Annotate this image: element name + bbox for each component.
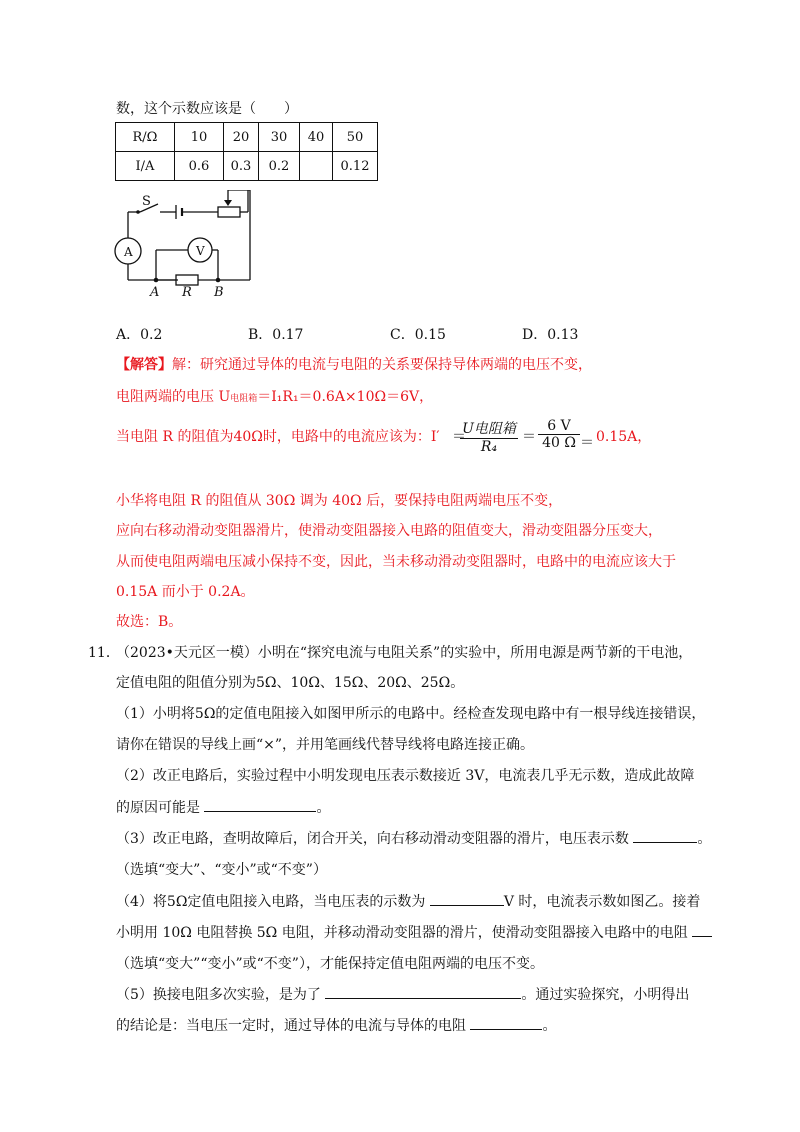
ammeter-label: A xyxy=(124,245,133,259)
answer-line xyxy=(116,386,433,406)
question-text: 请你在错误的导线上画“×”，并用笔画线代替导线将电路连接正确。 xyxy=(116,737,535,753)
table-cell: 50 xyxy=(333,123,378,152)
question-text: （2023•天元区一模）小明在“探究电流与电阻关系”的实验中，所用电源是两节新的干电池， xyxy=(116,645,693,661)
table-cell: 0.12 xyxy=(333,152,378,181)
question-number: 11． xyxy=(88,645,120,661)
option-a: A．0.2 xyxy=(116,327,163,343)
table-cell: 30 xyxy=(259,123,300,152)
question-text: 。通过实验探究，小明得出 xyxy=(521,987,690,1003)
question-text: V 时，电流表示数如图乙。接着 xyxy=(503,894,701,910)
question-line xyxy=(116,891,700,911)
point-b-label: B xyxy=(214,285,224,300)
fraction-numerator: U电阻箱 xyxy=(462,421,516,437)
table-row xyxy=(116,123,378,152)
table-row xyxy=(116,152,378,181)
answer-blank[interactable] xyxy=(633,828,697,843)
question-text: （3）改正电路，查明故障后，闭合开关，向右移动滑动变阻器的滑片，电压表示数 xyxy=(116,831,629,847)
answer-blank[interactable] xyxy=(204,797,316,812)
question-text: 。 xyxy=(316,800,331,816)
answer-line: 故选：B。 xyxy=(116,614,183,630)
table-cell: R/Ω xyxy=(116,123,175,152)
answer-line: 小华将电阻 R 的阻值从 30Ω 调为 40Ω 后，要保持电阻两端电压不变， xyxy=(116,493,563,509)
fraction-denominator: R₄ xyxy=(460,438,518,455)
answer-blank[interactable] xyxy=(430,891,504,906)
question-text: （选填“变大”、“变小”或“不变”） xyxy=(116,862,327,878)
question-text: 数，这个示数应该是（ ） xyxy=(116,101,298,117)
question-text: 。 xyxy=(697,831,712,847)
question-line xyxy=(116,922,712,942)
table-cell: 40 xyxy=(300,123,333,152)
answer-line: 应向右移动滑动变阻器滑片，使滑动变阻器接入电路的阻值变大，滑动变阻器分压变大， xyxy=(116,523,662,539)
answer-line: 当电阻 R 的阻值为40Ω时，电路中的电流应该为：I′ xyxy=(116,429,440,445)
point-a-label: A xyxy=(150,285,160,300)
question-line xyxy=(116,984,689,1004)
table-cell: 10 xyxy=(175,123,224,152)
question-text: 的原因可能是 xyxy=(116,800,200,816)
circuit-diagram xyxy=(110,190,270,300)
fraction-denominator: 40 Ω xyxy=(538,434,580,451)
option-d: D．0.13 xyxy=(522,327,579,343)
question-text: 小明用 10Ω 电阻替换 5Ω 电阻，并移动滑动变阻器的滑片，使滑动变阻器接入电路中的电阻 xyxy=(116,925,688,941)
answer-line xyxy=(116,354,592,374)
question-line xyxy=(116,828,711,848)
question-text: （选填“变大”“变小”或“不变”），才能保持定值电阻两端的电压不变。 xyxy=(116,956,544,972)
resistor-label: R xyxy=(182,285,192,300)
answer-blank[interactable] xyxy=(325,984,521,999)
fraction xyxy=(460,418,518,455)
option-c: C．0.15 xyxy=(390,327,446,343)
table-cell: 20 xyxy=(224,123,259,152)
equals-sign: ＝ xyxy=(452,429,466,445)
question-line xyxy=(116,1015,556,1035)
question-text: （5）换接电阻多次实验，是为了 xyxy=(116,987,321,1003)
switch-label: S xyxy=(142,194,151,209)
voltmeter-label: V xyxy=(196,244,205,258)
answer-line: 0.15A 而小于 0.2A。 xyxy=(116,584,255,600)
answer-blank[interactable] xyxy=(470,1015,542,1030)
fraction-numerator: 6 V xyxy=(547,418,571,434)
table-cell: 0.3 xyxy=(224,152,259,181)
answer-text: 解：研究通过导体的电流与电阻的关系要保持导体两端的电压不变， xyxy=(172,357,592,373)
question-text: （2）改正电路后，实验过程中小明发现电压表示数接近 3V，电流表几乎无示数，造成此故障 xyxy=(116,768,695,784)
question-text: （4）将5Ω定值电阻接入电路，当电压表的示数为 xyxy=(116,894,426,910)
answer-text: 电阻两端的电压 U xyxy=(116,389,231,405)
answer-text: ＝I₁R₁＝0.6A×10Ω＝6V， xyxy=(257,389,434,405)
equals-sign: ＝ xyxy=(522,429,536,445)
equals-sign: ＝ xyxy=(580,435,594,451)
option-b: B．0.17 xyxy=(248,327,304,343)
table-cell: I/A xyxy=(116,152,175,181)
table-cell xyxy=(300,152,333,181)
question-text: 。 xyxy=(542,1018,557,1034)
table-cell: 0.6 xyxy=(175,152,224,181)
subscript: 电阻箱 xyxy=(230,394,258,404)
answer-line: 从而使电阻两端电压减小保持不变，因此，当未移动滑动变阻器时，电路中的电流应该大于 xyxy=(116,554,676,570)
data-table xyxy=(115,122,378,181)
question-text: 的结论是：当电压一定时，通过导体的电流与导体的电阻 xyxy=(116,1018,466,1034)
fraction xyxy=(538,418,580,451)
question-line xyxy=(116,797,330,817)
answer-tag: 【解答】 xyxy=(116,357,172,373)
question-text: （1）小明将5Ω的定值电阻接入如图甲所示的电路中。经检查发现电路中有一根导线连接错误， xyxy=(116,706,706,722)
answer-text: 0.15A， xyxy=(596,429,652,445)
answer-blank[interactable] xyxy=(692,922,712,937)
question-text: 定值电阻的阻值分别为5Ω、10Ω、15Ω、20Ω、25Ω。 xyxy=(116,675,465,691)
table-cell: 0.2 xyxy=(259,152,300,181)
